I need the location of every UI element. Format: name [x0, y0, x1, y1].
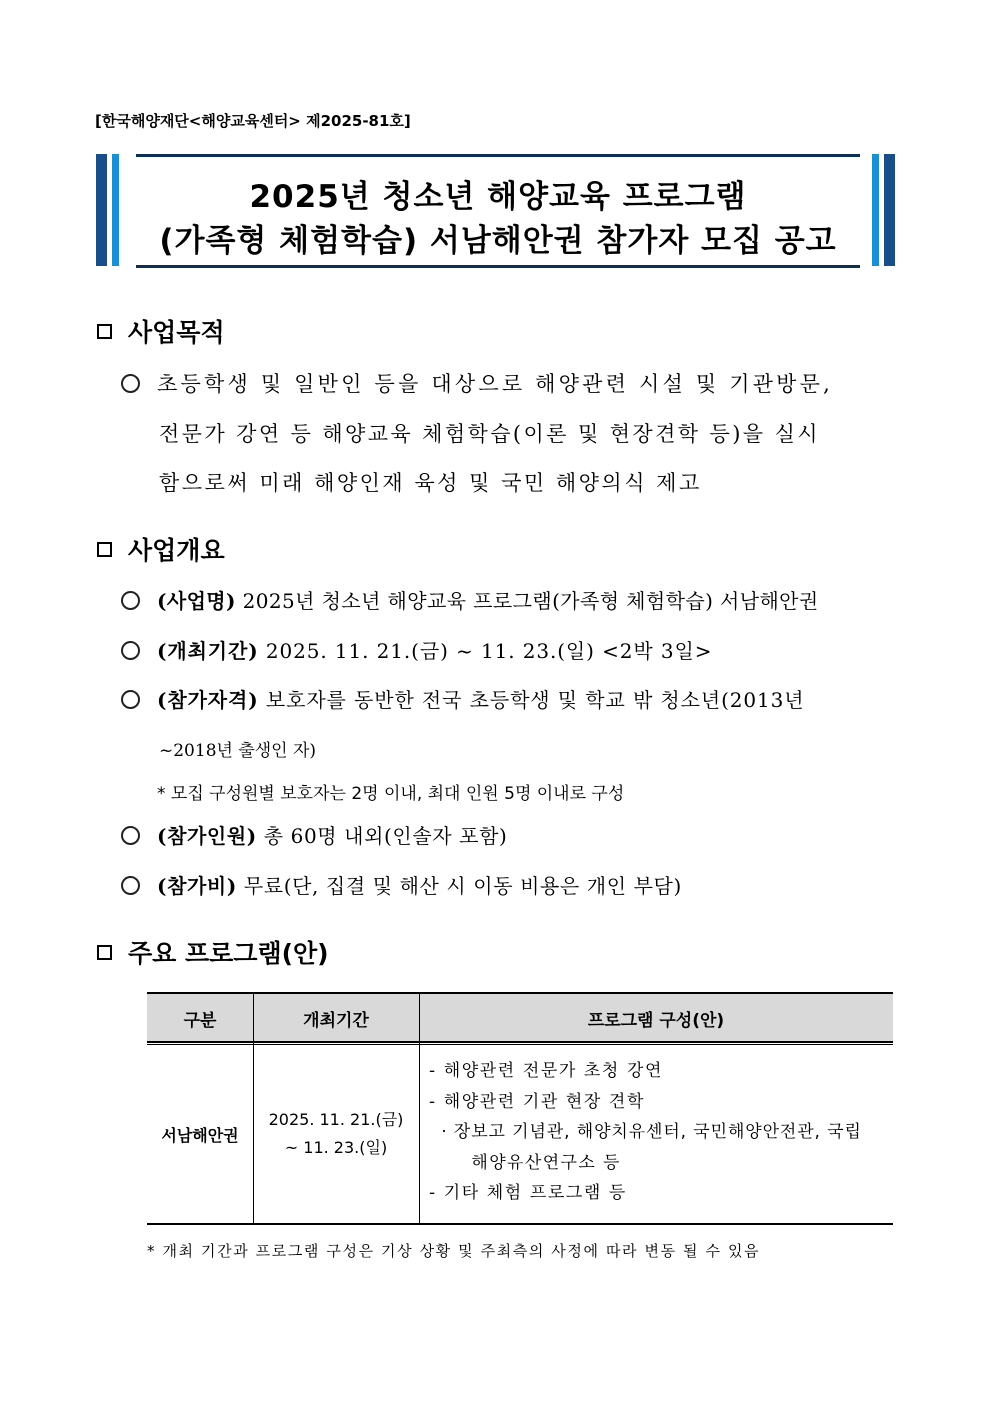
- square-bullet-icon: [97, 542, 112, 557]
- item-label: (참가자격): [157, 688, 259, 712]
- table-header-category: 구분: [147, 992, 253, 1043]
- circle-bullet-icon: [121, 591, 140, 610]
- circle-bullet-icon: [121, 876, 140, 895]
- title-bar-left-dark: [96, 154, 107, 266]
- item-label: (사업명): [157, 589, 236, 613]
- program-table: [147, 992, 893, 1225]
- period-line-2: ~ 11. 23.(일): [284, 1138, 388, 1157]
- item-text: 무료(단, 집결 및 해산 시 이동 비용은 개인 부담): [243, 874, 682, 898]
- program-line: · 장보고 기념관, 해양치유센터, 국민해양안전관, 국립: [435, 1122, 862, 1142]
- table-column-divider: [419, 992, 420, 1225]
- circle-bullet-icon: [121, 690, 140, 709]
- title-line-2: (가족형 체험학습) 서남해안권 참가자 모집 공고: [159, 223, 837, 259]
- item-text: 총 60명 내외(인솔자 포함): [263, 824, 508, 848]
- program-line: - 해양관련 기관 현장 견학: [429, 1091, 645, 1112]
- circle-bullet-icon: [121, 826, 140, 845]
- overview-item-count: [121, 820, 507, 849]
- square-bullet-icon: [97, 324, 112, 339]
- overview-item-fee: [121, 870, 682, 899]
- table-cell-region: 서남해안권: [161, 1125, 239, 1145]
- table-cell-program: [429, 1056, 862, 1209]
- document-number: [한국해양재단<해양교육센터> 제2025-81호]: [95, 112, 411, 130]
- item-text: 보호자를 동반한 전국 초등학생 및 학교 밖 청소년(2013년: [265, 688, 805, 712]
- overview-item-qualification-cont: ~2018년 출생인 자): [159, 741, 317, 761]
- purpose-line-3: 함으로써 미래 해양인재 육성 및 국민 해양의식 제고: [159, 471, 702, 495]
- circle-bullet-icon: [121, 374, 140, 393]
- table-cell-period: [253, 1045, 419, 1223]
- item-text: 2025년 청소년 해양교육 프로그램(가족형 체험학습) 서남해안권: [242, 589, 819, 613]
- item-label: (참가인원): [157, 824, 257, 848]
- item-label: (개최기간): [157, 639, 259, 663]
- title-line-1: 2025년 청소년 해양교육 프로그램: [249, 179, 747, 215]
- purpose-line-1: [121, 368, 833, 398]
- program-line: 해양유산연구소 등: [451, 1152, 621, 1173]
- section-heading-text: 주요 프로그램(안): [128, 939, 329, 968]
- table-header-program: 프로그램 구성(안): [419, 992, 893, 1043]
- period-line-1: 2025. 11. 21.(금): [268, 1110, 404, 1129]
- overview-item-qualification: [121, 684, 805, 713]
- purpose-text: 초등학생 및 일반인 등을 대상으로 해양관련 시설 및 기관방문,: [157, 372, 834, 396]
- program-footnote: * 개최 기간과 프로그램 구성은 기상 상황 및 주최측의 사정에 따라 변동 될 수 있음: [147, 1242, 761, 1260]
- section-heading-text: 사업목적: [128, 318, 225, 347]
- section-heading-program: [97, 934, 329, 970]
- section-heading-text: 사업개요: [128, 536, 225, 565]
- overview-item-period: [121, 635, 712, 664]
- square-bullet-icon: [97, 945, 112, 960]
- table-bottom-rule: [147, 1223, 893, 1225]
- qualification-note: * 모집 구성원별 보호자는 2명 이내, 최대 인원 5명 이내로 구성: [157, 784, 625, 804]
- program-line: - 기타 체험 프로그램 등: [429, 1183, 627, 1203]
- item-label: (참가비): [157, 874, 237, 898]
- title-box: [136, 154, 860, 268]
- table-header-period: 개최기간: [253, 992, 419, 1043]
- purpose-line-2: 전문가 강연 등 해양교육 체험학습(이론 및 현장견학 등)을 실시: [159, 422, 820, 446]
- section-heading-overview: [97, 531, 225, 567]
- overview-item-name: [121, 585, 819, 614]
- circle-bullet-icon: [121, 641, 140, 660]
- title-bar-left-light: [112, 154, 119, 266]
- program-line: - 해양관련 전문가 초청 강연: [429, 1061, 663, 1081]
- title-bar-right-dark: [884, 154, 895, 266]
- section-heading-purpose: [97, 313, 225, 349]
- item-text: 2025. 11. 21.(금) ~ 11. 23.(일) <2박 3일>: [265, 639, 713, 663]
- title-bar-right-light: [872, 154, 879, 266]
